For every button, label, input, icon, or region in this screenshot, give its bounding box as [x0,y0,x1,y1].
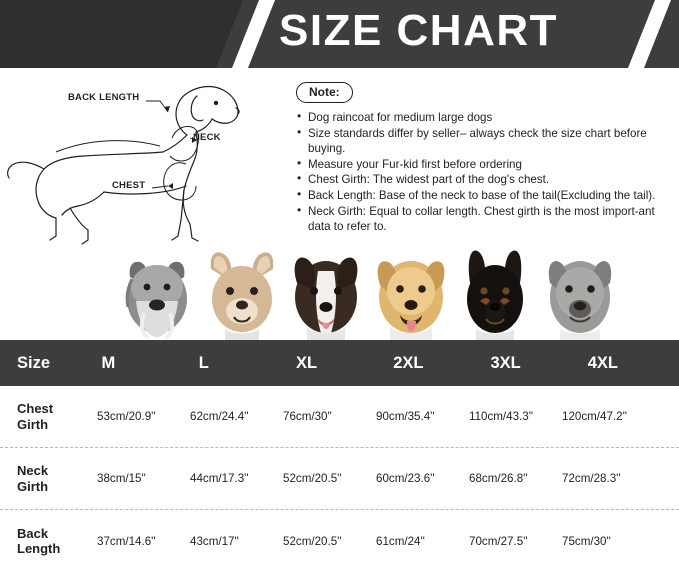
note-item: • Dog raincoat for medium large dogs [296,110,668,126]
cell-neck-m: 38cm/15'' [97,472,146,485]
note-item: • Size standards differ by seller– always check the size chart before buying. [296,126,668,157]
table-row [0,448,679,510]
cell-chest-m: 53cm/20.9'' [97,410,156,423]
table-header-m: M [101,353,116,372]
border-collie-photo [287,243,365,340]
row-label-line1: Back [17,525,49,541]
table-row [0,386,679,448]
note-item: • Chest Girth: The widest part of the dog's chest. [296,172,668,188]
cell-neck-l: 44cm/17.3'' [190,472,249,485]
row-label-line1: Neck [17,463,49,478]
cell-neck-2xl: 60cm/23.6'' [376,472,435,485]
cell-chest-3xl: 110cm/43.3'' [469,410,534,423]
table-row [0,510,679,572]
dog-measurement-diagram [0,68,280,253]
table-header-size: Size [17,353,51,372]
french-bulldog-photo [203,243,281,340]
cell-chest-l: 62cm/24.4'' [190,410,249,423]
golden-retriever-photo [372,243,450,340]
dog-breed-photo-strip [118,243,618,340]
table-header-4xl: 4XL [587,353,619,372]
cell-back-3xl: 70cm/27.5'' [469,534,528,548]
note-item: • Measure your Fur-kid first before ordering [296,157,668,173]
cell-neck-4xl: 72cm/28.3'' [562,472,621,485]
row-label-neck-girth [0,463,97,494]
diagram-label-back-length: BACK LENGTH [68,92,140,103]
cell-back-4xl: 75cm/30'' [562,534,611,548]
row-label-line2: Girth [17,416,49,432]
header-left-shape [0,0,255,68]
diagram-label-chest: CHEST [112,180,146,191]
row-label-chest-girth [0,401,97,432]
cell-back-2xl: 61cm/24'' [376,534,425,548]
table-header-3xl: 3XL [490,353,521,372]
row-label-back-length [0,526,97,557]
table-header-l: L [198,353,209,372]
size-chart-table [0,340,679,572]
cell-chest-xl: 76cm/30'' [283,410,332,423]
top-section [0,68,679,253]
schnauzer-photo [118,243,196,340]
cell-chest-2xl: 90cm/35.4'' [376,410,435,423]
cell-back-l: 43cm/17'' [190,534,239,548]
great-dane-photo [541,243,619,340]
table-header-xl: XL [296,353,318,372]
note-item: • Back Length: Base of the neck to base of the tail(Excluding the tail). [296,188,668,204]
table-header-row [0,340,679,386]
diagram-label-neck: NECK [193,132,221,143]
row-label-line2: Girth [17,478,49,494]
row-label-line1: Chest [17,401,54,416]
cell-neck-xl: 52cm/20.5'' [283,472,342,485]
note-item: • Neck Girth: Equal to collar length. Chest girth is the most import-ant data to refer to. [296,204,668,235]
page-header [0,0,679,68]
page-title: SIZE CHART [279,6,558,55]
note-block [296,82,668,235]
note-list [296,110,668,235]
cell-chest-4xl: 120cm/47.2'' [562,410,628,423]
cell-neck-3xl: 68cm/26.8'' [469,472,528,485]
table-header-2xl: 2XL [393,353,424,372]
row-label-line2: Length [17,541,61,556]
cell-back-xl: 52cm/20.5'' [283,534,342,548]
note-tag: Note: [296,82,353,103]
cell-back-m: 37cm/14.6'' [97,534,156,548]
dog-outline-icon [0,68,280,253]
doberman-photo [456,243,534,340]
